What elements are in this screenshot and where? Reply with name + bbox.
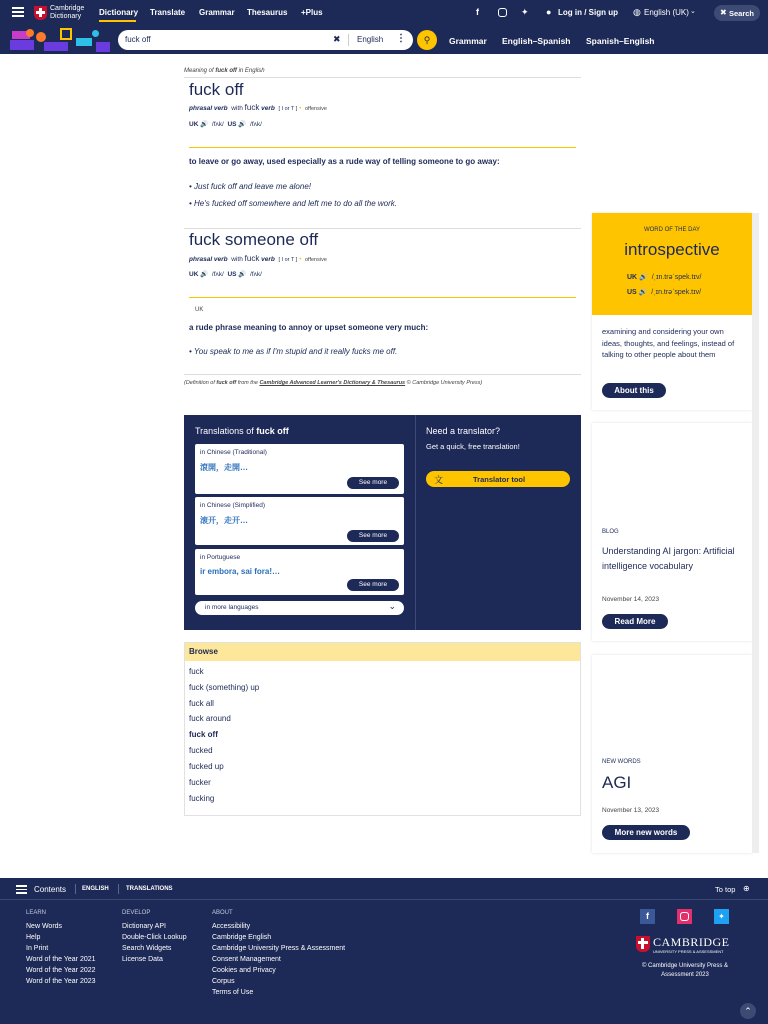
browse-item[interactable]: fuck around: [189, 714, 231, 723]
footer-tab-english[interactable]: ENGLISH: [82, 886, 109, 892]
footer-instagram-icon[interactable]: [677, 909, 692, 924]
blog-title[interactable]: Understanding AI jargon: Artificial intelligence vocabulary: [602, 546, 735, 571]
language-selector[interactable]: English (UK): [644, 8, 689, 17]
translation-text[interactable]: 滾開，走開…: [200, 463, 248, 472]
blog-date: November 14, 2023: [602, 596, 660, 603]
footer-copyright: © Cambridge University Press & Assessment 2023: [641, 963, 729, 978]
translations-title: [195, 426, 289, 436]
footer-learn-heading: LEARN: [26, 910, 47, 916]
divider: [184, 228, 581, 229]
credit-source-link[interactable]: Cambridge Advanced Learner's Dictionary & Thesaurus: [259, 380, 406, 386]
footer-facebook-icon[interactable]: f: [640, 909, 655, 924]
more-languages-select[interactable]: [195, 601, 404, 615]
nav-grammar[interactable]: Grammar: [199, 8, 235, 17]
footer-twitter-icon[interactable]: ✦: [714, 909, 729, 924]
cambridge-shield-icon: [636, 936, 650, 952]
back-to-top-button[interactable]: ⌃: [740, 1003, 756, 1019]
top-bar: [0, 0, 768, 26]
headword-2: fuck someone off: [189, 230, 319, 249]
credit-post: © Cambridge University Press): [406, 380, 483, 386]
example-1: • Just fuck off and leave me alone!: [189, 182, 311, 191]
read-more-button[interactable]: Read More: [602, 614, 668, 629]
header-search-button[interactable]: [714, 5, 760, 21]
new-words-date: November 13, 2023: [602, 807, 660, 814]
footer-rule: [0, 899, 768, 900]
nav-dictionary-underline: [99, 20, 136, 22]
wotd-word[interactable]: introspective: [624, 240, 720, 259]
decor-blocks: [0, 26, 115, 54]
verb-label: verb: [261, 105, 275, 112]
link-spanish-english[interactable]: Spanish–English: [586, 36, 655, 46]
uk-label: UK: [189, 121, 199, 128]
sense-divider: [189, 147, 576, 148]
footer-tab-translations[interactable]: TRANSLATIONS: [126, 886, 173, 892]
cambridge-logo[interactable]: [34, 5, 94, 22]
meaning-in-label: in English: [238, 68, 265, 74]
browse-item[interactable]: fuck: [189, 667, 204, 676]
browse-panel: [184, 642, 581, 816]
search-bar-row: [0, 26, 768, 54]
arrow-up-icon[interactable]: ⊕: [743, 884, 750, 893]
footer-link[interactable]: Consent Management: [212, 956, 281, 963]
audio-uk-icon[interactable]: 🔊: [200, 271, 209, 278]
definition-credit: [184, 380, 482, 386]
dictionary-select[interactable]: English: [357, 35, 384, 44]
audio-us-icon[interactable]: 🔊: [238, 271, 247, 278]
link-grammar[interactable]: Grammar: [449, 36, 487, 46]
translation-card: [195, 549, 404, 595]
link-english-spanish[interactable]: English–Spanish: [502, 36, 571, 46]
footer-link[interactable]: Word of the Year 2023: [26, 978, 96, 985]
logo-text-cambridge: Cambridge: [50, 5, 85, 12]
audio-uk-icon[interactable]: 🔊: [200, 121, 209, 128]
usage-label: offensive: [304, 257, 327, 263]
see-more-button[interactable]: See more: [347, 579, 399, 591]
divider: [118, 884, 119, 894]
wotd-pron-us: [627, 288, 701, 296]
divider: [184, 77, 581, 78]
close-icon: ✖: [720, 8, 727, 17]
browse-item[interactable]: fucker: [189, 778, 211, 787]
translator-tool-label: Translator tool: [473, 475, 526, 484]
translator-tool-button[interactable]: [426, 471, 570, 487]
example-2: • He's fucked off somewhere and left me to do all the work.: [189, 199, 397, 208]
menu-icon[interactable]: [16, 885, 27, 894]
with-word[interactable]: fuck: [244, 254, 260, 263]
with-word[interactable]: fuck: [244, 103, 260, 112]
login-link[interactable]: Log in / Sign up: [558, 8, 618, 17]
verb-label: verb: [261, 256, 275, 263]
audio-us-icon[interactable]: 🔊: [238, 121, 247, 128]
footer-link[interactable]: Help: [26, 934, 41, 941]
footer-brand[interactable]: CAMBRIDGE: [653, 935, 730, 949]
footer-link[interactable]: Search Widgets: [122, 945, 172, 952]
us-label: US: [227, 121, 237, 128]
translations-divider: [415, 415, 416, 630]
divider: [348, 34, 349, 46]
wotd-definition: examining and considering your own ideas, thoughts, and feelings, instead of talking to other people about them: [602, 327, 735, 359]
footer-link[interactable]: Cambridge English: [212, 934, 272, 941]
credit-word: fuck off: [216, 380, 237, 386]
translation-text[interactable]: 滚开，走开…: [200, 516, 248, 525]
browse-item[interactable]: fucking: [189, 794, 215, 803]
footer-link[interactable]: License Data: [122, 956, 163, 963]
see-more-button[interactable]: See more: [347, 477, 399, 489]
browse-item-current: fuck off: [189, 730, 218, 739]
headword-1: fuck off: [189, 80, 244, 99]
grammar-code: [ I or T ]: [278, 257, 298, 263]
pron-uk: /fʌk/: [211, 121, 224, 128]
instagram-icon[interactable]: [498, 8, 507, 17]
new-words-label: NEW WORDS: [602, 759, 641, 765]
new-words-card: [592, 655, 752, 853]
footer-link[interactable]: Terms of Use: [212, 989, 254, 996]
pos: phrasal verb: [189, 105, 228, 112]
browse-item[interactable]: fucked: [189, 746, 213, 755]
region-label: UK: [195, 307, 204, 313]
divider: [75, 884, 76, 894]
chevron-down-icon: ⌄: [690, 8, 696, 15]
footer-link[interactable]: Double-Click Lookup: [122, 934, 187, 941]
entry-meaning-line: [184, 68, 265, 74]
grammar-code: [ I or T ]: [278, 106, 298, 112]
to-top-link[interactable]: To top: [715, 885, 736, 894]
with-label: with: [231, 256, 243, 263]
pron-uk: /fʌk/: [211, 271, 224, 278]
see-more-button[interactable]: See more: [347, 530, 399, 542]
pron-us: /ˌɪn.trəˈspek.tɪv/: [651, 289, 702, 296]
footer-develop-heading: DEVELOP: [122, 910, 151, 916]
with-label: with: [231, 105, 243, 112]
pron-line-1: [189, 120, 262, 128]
browse-title: Browse: [189, 647, 218, 656]
search-box: [118, 30, 413, 50]
scrollbar-track[interactable]: [752, 213, 759, 853]
meaning-of-label: Meaning of: [184, 68, 214, 74]
chevron-down-icon: ⌄: [388, 601, 396, 611]
user-icon: ●: [546, 7, 552, 17]
example-text: You speak to me as if I'm stupid and it really fucks me off.: [193, 347, 398, 356]
twitter-icon[interactable]: ✦: [521, 7, 529, 17]
translation-card: [195, 497, 404, 545]
pron-us: /fʌk/: [250, 121, 262, 128]
search-input[interactable]: fuck off: [125, 35, 151, 44]
new-word[interactable]: AGI: [602, 773, 632, 792]
browse-item[interactable]: fucked up: [189, 762, 224, 771]
pron-us: /fʌk/: [250, 271, 262, 278]
about-this-button[interactable]: About this: [602, 383, 666, 398]
footer: [0, 878, 768, 1024]
divider: [184, 374, 581, 375]
us-label: US: [627, 289, 637, 296]
wotd-label: WORD OF THE DAY: [643, 227, 701, 233]
grammar-line-2: phrasal verb with fuck verb [ I or T ] • offensive: [189, 254, 327, 263]
more-new-words-button[interactable]: More new words: [602, 825, 690, 840]
pron-uk: /ˌɪn.trəˈspek.tɪv/: [651, 274, 702, 281]
globe-icon: ◍: [633, 7, 641, 17]
more-options-icon[interactable]: ⋮: [396, 33, 406, 44]
footer-link[interactable]: New Words: [26, 923, 63, 930]
translator-subtitle: Get a quick, free translation!: [426, 442, 520, 451]
translator-title: Need a translator?: [426, 426, 501, 436]
logo-text-dictionary: Dictionary: [50, 13, 82, 20]
credit-from: from the: [237, 380, 258, 386]
pron-line-2: [189, 270, 262, 278]
audio-us-icon[interactable]: 🔊: [638, 289, 648, 296]
translation-lang: in Portuguese: [200, 554, 241, 561]
footer-contents[interactable]: Contents: [34, 885, 67, 894]
shield-icon: [34, 6, 47, 20]
search-icon[interactable]: ⚲: [417, 30, 437, 50]
footer-link[interactable]: Word of the Year 2021: [26, 956, 96, 963]
footer-link[interactable]: Corpus: [212, 978, 235, 985]
sense-divider: [189, 297, 576, 298]
pos: phrasal verb: [189, 256, 228, 263]
footer-link[interactable]: Word of the Year 2022: [26, 967, 96, 974]
more-languages-label: in more languages: [205, 604, 259, 611]
clear-icon[interactable]: ✖: [333, 34, 341, 44]
nav-dictionary[interactable]: Dictionary: [99, 8, 139, 17]
translate-icon: 文: [434, 475, 444, 485]
blog-label: BLOG: [602, 529, 619, 535]
example-text: Just fuck off and leave me alone!: [194, 182, 311, 191]
nav-plus[interactable]: +Plus: [301, 8, 323, 17]
wotd-pron-uk: [627, 273, 701, 281]
footer-link[interactable]: Accessibility: [212, 923, 251, 930]
facebook-icon[interactable]: f: [476, 7, 479, 17]
translations-title-pre: Translations of: [195, 426, 254, 436]
browse-item[interactable]: fuck all: [189, 699, 214, 708]
footer-about-heading: ABOUT: [212, 910, 233, 916]
footer-link[interactable]: Cookies and Privacy: [212, 967, 276, 974]
audio-uk-icon[interactable]: 🔊: [639, 274, 648, 281]
nav-translate[interactable]: Translate: [150, 8, 186, 17]
example-text: He's fucked off somewhere and left me to do all the work.: [194, 199, 397, 208]
example-3: • You speak to me as if I'm stupid and it really fucks me off.: [189, 347, 398, 356]
us-label: US: [227, 271, 237, 278]
grammar-line-1: phrasal verb with fuck verb [ I or T ] • offensive: [189, 103, 327, 112]
menu-icon[interactable]: [12, 7, 24, 17]
footer-link[interactable]: Cambridge University Press & Assessment: [212, 945, 346, 952]
meaning-word: fuck off: [215, 68, 237, 74]
footer-link[interactable]: Dictionary API: [122, 923, 166, 930]
nav-thesaurus[interactable]: Thesaurus: [247, 8, 288, 17]
credit-pre: (Definition of: [184, 380, 215, 386]
translations-title-word: fuck off: [256, 426, 289, 436]
definition-1: to leave or go away, used especially as a rude way of telling someone to go away:: [189, 157, 500, 166]
translation-lang: in Chinese (Simplified): [200, 502, 266, 509]
translation-text[interactable]: ir embora, sai fora!…: [200, 567, 281, 576]
translation-lang: in Chinese (Traditional): [200, 449, 267, 456]
uk-label: UK: [627, 274, 638, 281]
uk-label: UK: [189, 271, 199, 278]
translation-card: [195, 444, 404, 494]
header-search-label: Search: [729, 9, 755, 18]
definition-2: a rude phrase meaning to annoy or upset someone very much:: [189, 323, 429, 332]
footer-link[interactable]: In Print: [26, 945, 49, 952]
browse-item[interactable]: fuck (something) up: [189, 683, 260, 692]
footer-brand-sub: UNIVERSITY PRESS & ASSESSMENT: [653, 949, 724, 954]
usage-label: offensive: [304, 106, 327, 112]
